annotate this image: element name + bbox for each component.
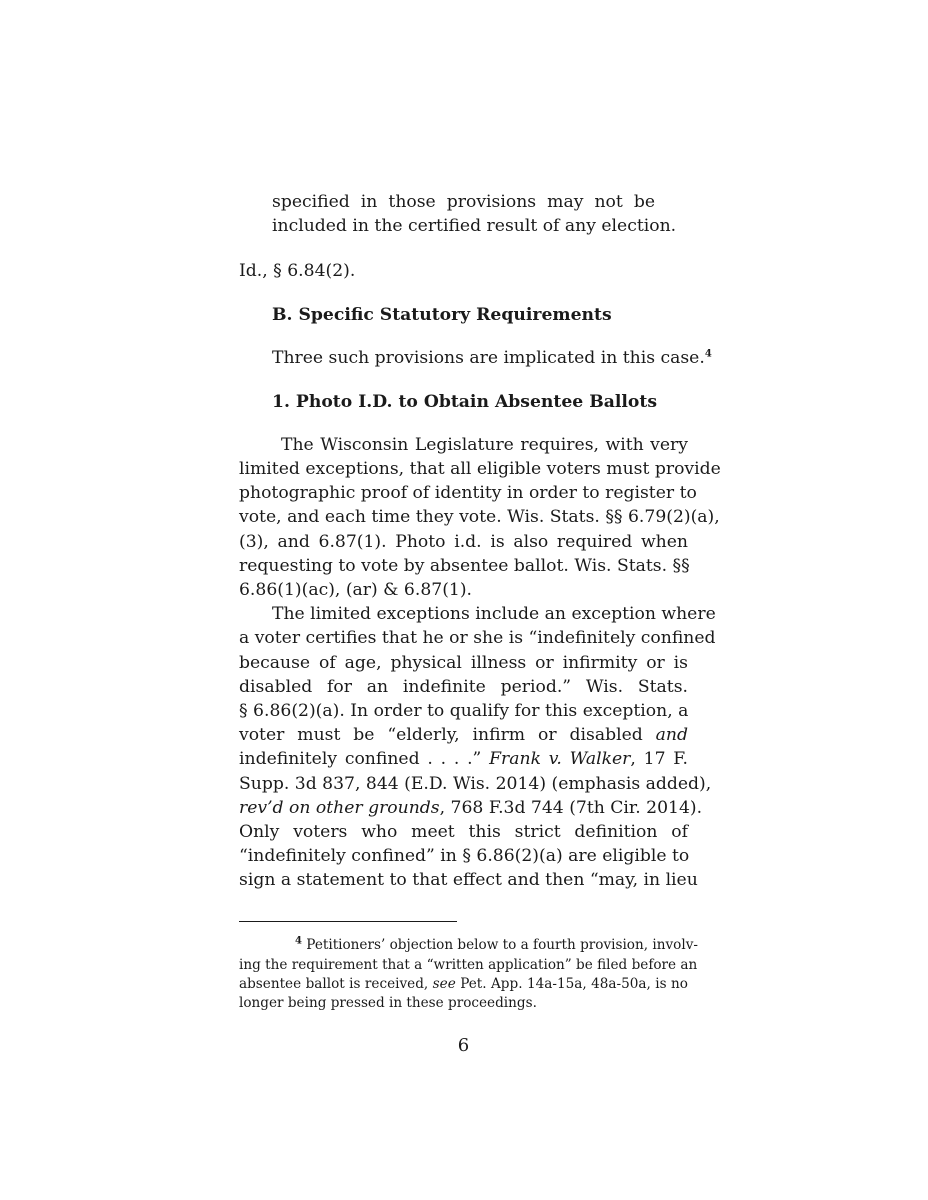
body-line: 6.86(1)(ac), (ar) & 6.87(1). bbox=[239, 580, 473, 601]
body-line: because of age, physical illness or infirmity or is bbox=[239, 652, 688, 673]
section-heading: B. Specific Statutory Requirements bbox=[272, 304, 612, 325]
document-page bbox=[239, 190, 721, 1058]
footnote-number: 4 bbox=[295, 935, 302, 947]
body-line: sign a statement to that effect and then “may, in lieu bbox=[239, 870, 698, 891]
body-line: “indefinitely confined” in § 6.86(2)(a) are eligible to bbox=[239, 846, 690, 867]
footnote-line: ing the requirement that a “written application” be filed before an bbox=[239, 956, 698, 973]
body-line: Supp. 3d 837, 844 (E.D. Wis. 2014) (emphasis added), bbox=[239, 773, 712, 794]
body-line: photographic proof of identity in order to register to bbox=[239, 483, 697, 504]
body-line: (3), and 6.87(1). Photo i.d. is also required when bbox=[239, 531, 688, 552]
citation: Id., § 6.84(2). bbox=[239, 261, 356, 282]
block-quote bbox=[272, 190, 677, 238]
body-line: rev’d on other grounds, 768 F.3d 744 (7th Cir. 2014). bbox=[239, 797, 703, 818]
body-line: indefinitely confined . . . .” Frank v. Walker, 17 F. bbox=[239, 749, 688, 770]
paragraph-2 bbox=[239, 602, 716, 892]
footnote-line: absentee ballot is received, see Pet. App. 14a-15a, 48a-50a, is no bbox=[239, 975, 688, 992]
intro-paragraph bbox=[239, 346, 712, 370]
body-line: voter must be “elderly, infirm or disabled and bbox=[239, 725, 688, 746]
body-line: disabled for an indefinite period.” Wis. Stats. bbox=[239, 676, 688, 697]
intro-text: Three such provisions are implicated in this case. bbox=[272, 347, 705, 368]
body-line: The Wisconsin Legislature requires, with very bbox=[281, 434, 688, 455]
footnote-ref: 4 bbox=[704, 347, 712, 359]
quote-line: specified in those provisions may not be bbox=[272, 192, 655, 212]
body-line: The limited exceptions include an exception where bbox=[272, 604, 716, 625]
paragraph-1 bbox=[239, 433, 721, 602]
body-line: a voter certifies that he or she is “indefinitely confined bbox=[239, 628, 716, 649]
body-line: limited exceptions, that all eligible voters must provide bbox=[239, 459, 721, 480]
body-line: § 6.86(2)(a). In order to qualify for this exception, a bbox=[239, 701, 689, 722]
footnote-line: longer being pressed in these proceedings. bbox=[239, 995, 537, 1012]
page-number: 6 bbox=[457, 1034, 470, 1056]
footnote-line: $^4$ Petitioners’ objection below to a fourth provision, involv- bbox=[295, 935, 698, 954]
footnote bbox=[239, 935, 698, 1014]
quote-line: included in the certified result of any election. bbox=[272, 216, 677, 237]
subsection-heading: 1. Photo I.D. to Obtain Absentee Ballots bbox=[272, 391, 657, 412]
body-line: Only voters who meet this strict definition of bbox=[239, 822, 688, 843]
body-line: vote, and each time they vote. Wis. Stats. §§ 6.79(2)(a), bbox=[239, 507, 720, 528]
body-line: requesting to vote by absentee ballot. Wis. Stats. §§ bbox=[239, 555, 690, 576]
